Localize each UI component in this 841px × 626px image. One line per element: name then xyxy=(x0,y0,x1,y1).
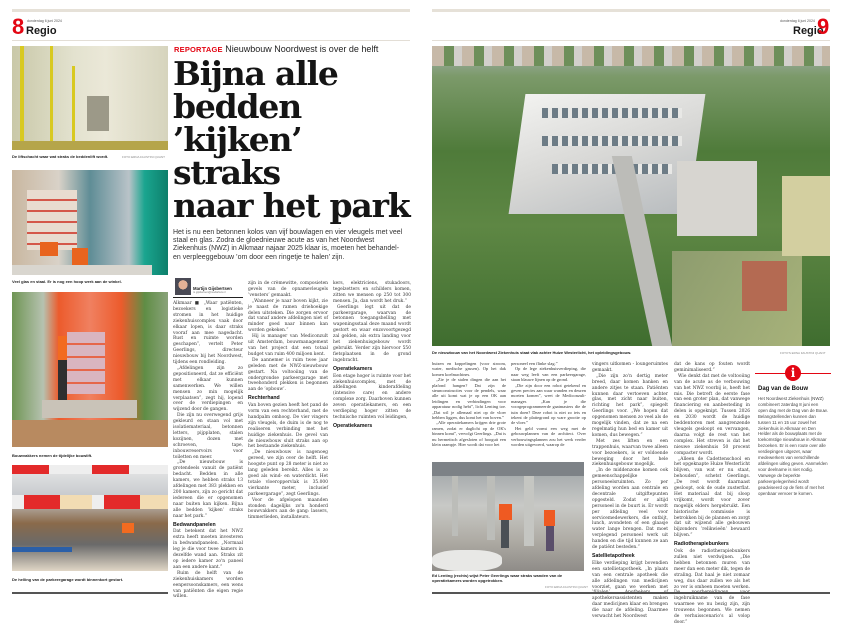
article-column-continued xyxy=(333,520,411,591)
headline-line: Bijna alle xyxy=(173,54,338,93)
headline-line: naar het park xyxy=(173,186,410,225)
photo-parking-garage-ramp xyxy=(12,465,168,571)
subhead: Bedwandpanelen xyxy=(173,521,216,528)
paragraph: Geerlings legt uit dat de parkeergarage, waarvan de betonnen toegangshelling met wapeningsstaal deze maand wordt gestort en waar enzovoortgezegd zal gelden, als extra landing voor het ziekenhuisgebouw wordt gebruikt. Verder zijn hiervoor 550 fietsplaatsen in de grond ingebracht. xyxy=(333,304,411,363)
photo-caption: Veel glas en staal. Er is nog een hoop werk aan de winkel. xyxy=(12,279,122,284)
paragraph: Hij is manager van Mediconzult uit Amsterdam, bouwmanagement van het project dat een totaal budget van ruim 400 miljoen kent. xyxy=(248,334,328,357)
paragraph: „Alleen de Cadettenschool en het opgeknapte Huize Westerlicht blijven, van wat er nu staat, behouden”, schetst Geerlings. „De rest wordt daarnaast gesloopt, ook de oude zusterflat. Het materiaal dat bij sloop vrijkomt, wordt voor zover mogelijk elders hergebruikt. Een historische commissie is betrokken bij de plannen en zorgt dat uit wijzend alle gebouwen bijzonders ’relikwieën’ bewaard blijven.” xyxy=(674,456,750,539)
article-column xyxy=(173,301,243,600)
article-column xyxy=(592,362,668,620)
photo-lift-shaft xyxy=(12,46,168,150)
paragraph: buizen en koppelingen (voor stroom, water, medische gassen). Op het dak komen koelmachines. xyxy=(432,361,506,377)
author-photo xyxy=(175,278,191,295)
inset-photo-caption: Ed Lenting (rechts) wijst Peter Geerlings waar straks wanden van de operatiekamers worden opgetrokken. xyxy=(432,573,563,583)
bottom-rule-right xyxy=(432,592,830,594)
paragraph: Die zijn nu overwegend grijs gekleurd en staan vol met isolatiemateriaal, betonnen letters, pijpplaten, stalen kozijnen, dozen met schroeven, tape, inbouwreservoirs voor toiletten en meer. xyxy=(173,413,243,460)
section-title-right: Regio xyxy=(793,25,824,37)
main-photo-caption: De nieuwbouw van het Noordwest Ziekenhuis staat vlak achter Huize Westerlicht, het opleidingsgebouw. xyxy=(432,350,632,355)
headline xyxy=(173,54,413,225)
main-photo-credit: FOTO'S ERNA FAUSTINI QUANT xyxy=(780,351,826,355)
paragraph: Alkmaar ■ „Waar patiënten, bezoekers en logistieke stromen in het huidige ziekenhuiscomplex vaak door elkaar lopen, is daar straks vooraf aan mee nagedacht. Rust en ruimte worden geschapen”, vertelt Peter Geerlings, directeur nieuwbouw bij het Noordwest, tijdens een rondleiding. xyxy=(173,301,243,366)
kicker-text: Nieuwbouw Noordwest is over de helft xyxy=(225,44,379,54)
page-number-right: 9 xyxy=(817,14,830,39)
subhead: Operatiekamers xyxy=(333,422,373,429)
article-column xyxy=(674,362,750,625)
paragraph: „Zie je de stalen dingen die aan het plafond hangen? Dat zijn de steunconstructies voor de pendels, waar alle uit komt wat je op een OK aan leidingen en verbindingen voor apparatuur nodig hebt”, licht Lenting toe. „Dat wil je allemaal niet op de vloer hebben liggen, dus komt het van boven.” xyxy=(432,377,506,421)
header-divider-right xyxy=(432,40,830,41)
photo-construction-lift xyxy=(12,292,168,447)
paragraph: „De nieuwbouw is grotendeels vanuit de patiënt bedacht. Bedden in alle kamers, we hebben straks 13 afdelingen met 383 plekken en 200 kamers, zijn zo gericht dat iedereen die er opgenomen naar buiten kan kijken. Bijna alle bedden ’kijken’ straks naar het park.” xyxy=(173,460,243,519)
paragraph: Voor de afgelopen maanden stonden dagelijks zo'n honderd bouwvakkers aan de gang: lassers, timmerlieden, installateurs. xyxy=(248,497,328,521)
subhead: Satellietapotheek xyxy=(592,553,635,559)
paragraph: „Die zijn zo'n dertig meter breed, daar komen banken en andere zitjes te staan. Patiënten kunnen daar vertoeven achter glas, met zicht naar buiten, richting het park”, spiegelt Geerlings voor. „We hopen dat opgenomen mensen zo veel als de mogelijk vinden, dat ze na een regelmatig hun bed en kamer uit komen, dus bewegen.” xyxy=(592,373,668,438)
sidebar-title: Dag van de Bouw xyxy=(758,386,809,392)
page-date-left: donderdag 6 juni 2024 xyxy=(27,19,62,23)
info-icon: i xyxy=(785,365,801,381)
author-email: m.gijsbertsen@mediahuis.nl xyxy=(193,291,226,294)
top-rule-right xyxy=(432,9,830,12)
headline-line: ’kijken’ straks xyxy=(173,120,302,192)
paragraph: Dat betekent dat het NWZ extra heeft moeten investeren in bedwandpanelen. „Normaal leg je die voor twee kamers in dezelfde wand aan. Straks zit op iedere kamer zo'n paneel aan een andere kant.” xyxy=(173,529,243,570)
article-column xyxy=(248,281,328,591)
subhead: Rechterhand xyxy=(248,395,280,402)
subhead: Operatiekamers xyxy=(333,365,373,372)
header-divider-left xyxy=(12,40,410,41)
paragraph: dat de kans op fouten wordt geminimaliseerd.” xyxy=(674,362,750,373)
paragraph: „Die zijn door een robot getekend en geven precies aan waar wanden en deuren moeten komen”, weet de Mediconzult-manager. „Kan je die voorgeprogrammeerde gaatmasters die de tuin doen? Deze robot is niet zo iets en tekent de plattegrond op ware grootte op de vloer.” xyxy=(511,382,586,426)
paragraph: Ook de radiotherapiebunkers zullen niet verdwijnen. „Die hebben betonnen muren van meer dan een meter dik, tegen de straling. Dat haal je niet zomaar weg, dus daar zullen we als het zo ver is omheen moeten werken. ingebruikname van de fase waarmee we nu bezig zijn, zijn trouwens begonnen. We nemen de verhuisscenario's al volop door.” xyxy=(674,549,750,625)
photo-caption: Bouwvakkers nemen de tijdelijke bouwlift. xyxy=(12,453,93,458)
paragraph: De aannemer is ruim twee jaar geleden met de NWZ-nieuwbouw gestart. Na voltooiing van de ondergrondse parkeergarage met tweehonderd plekken is begonnen aan de ’opbouw’. xyxy=(248,357,328,393)
paragraph: vingers uitkomen - loungeruimtes gemaakt. xyxy=(592,362,668,373)
paragraph: „In de middenzone komen ook gemeenschappelijke personeelsruimten. Zo per afdeling worden aan centrale en decentrale uitgiftepunten opgesteld. Zodat er altijd personeel in de buurt is. Er wordt per afdeling veel voor servicemedewerkers, die ontbijt, lunch, avondeten of een glaasje water lange brengen. Dat moet verplegend personeel werk uit handen en die tijd kunnen ze aan de patiënt besteden.” xyxy=(592,468,668,551)
paragraph: personeel een flinke slag.” xyxy=(511,361,558,366)
paragraph: Het geld vormt een weg met de gebouwplannen van de architect. Over verbouwingsplannen zou het werk verder worden uitgevoerd, waarop de xyxy=(511,425,586,448)
paragraph: „Wanneer je naar boven kijkt, zie je naast de ramen driehoekige delen uitsteken. Die zorgen ervoor dat vanaf andere afdelingen niet of minder goed naar binnen kan worden gekeken.” xyxy=(248,298,328,334)
paragraph: Elke verdieping krijgt bovendien een satellietapotheek. „In plaats van een centrale apotheek die alle afdelingen van medicijnen voorziet, gaan we werken met apothekersassistenten maken daar medicijnen klaar en brengen die naar de afdeling. Daarmee verwacht het Noordwest xyxy=(592,560,668,620)
photo-credit: FOTO ERNA FAUSTINI QUANT xyxy=(122,155,165,159)
page-date-right: donderdag 6 juni 2024 xyxy=(780,19,815,23)
paragraph: „Afdelingen zijn zo gepositioneerd, dat ze efficiënt met elkaar kunnen samenwerken. We willen mensen zo min mogelijk verplaatsen”, zegt hij, lopend over de verdiepingen en wijzend door de gangen. xyxy=(173,365,243,413)
paragraph: Ruim de helft van de ziekenhuiskamers worden eenpersoonskamers, een wens van patiënten die eigen regie willen. xyxy=(173,570,243,600)
paragraph: „Alle operatiekamers krijgen drie grote ramen, zodat er daglicht op de OK's binnen komt”, vervolgt Geerlings. „Dat is nu hermetisch afgesloten of hooguit een klein raampje. Hier wordt dat voor het xyxy=(432,420,506,448)
article-column xyxy=(432,361,506,460)
page-number-left: 8 xyxy=(12,14,25,39)
inset-photo-credit: FOTO ERNA FAUSTINI QUANT xyxy=(545,585,588,589)
paragraph: „De nieuwbouw is nagenoeg gereed, we zijn over de helft. Het hoogste punt op 28 meter is niet zo lang geleden bereikt. Alles is zo goed als wind- en waterdicht. Het totale vloeroppervlak is 35.000 vierkante meter, inclusief parkeergarage”, zegt Geerlings. xyxy=(248,450,328,497)
author-divider xyxy=(173,297,243,298)
top-rule-left xyxy=(12,9,410,12)
intro-paragraph: Het is nu een betonnen kolos van vijf bouwlagen en vier vleugels met veel staal en glas. Zodra de gloednieuwe acute as van het Noordwest Ziekenhuis (NWZ) in Alkmaar najaar 2025 klaar is, moeten het behandel- en verpleeggebouw ’om door een ringetje te halen’ zijn. xyxy=(173,229,403,261)
paragraph: Met zes liften en een trappenhuis, waarvan twee alleen voor bezoekers, is er voldoende beweging door het hele ziekenhuisgebouw mogelijk. xyxy=(592,438,668,468)
bottom-rule-left xyxy=(12,592,168,594)
paragraph: kers, elektriciens, stukadoors, tegelzetters en schilders komen, zitten we mensen op 250 tot 300 mensen. Ja, dan wordt het druk.” xyxy=(333,281,411,304)
paragraph: zijn in de crèmewitte, composieten gevels van de opnamevleugels ’vensters’ gemaakt. xyxy=(248,281,328,298)
photo-caption: De helling van de parkeergarage wordt binnenkort gestort. xyxy=(12,577,124,582)
paragraph: Wie denkt dat met de voltooiing van de acute as de verbouwing van het NWZ voorbij is, heeft het mis. Die betreft de eerste fase van een groter plan, dat vanwege financiering en aanbesteding in delen is opgeknipt. Tussen 2026 en 2030 wordt de huidige beddentoren met aangrenzende vleugels gesloopt en vervangen, daarna volgt de rest van het complex. Het streven is dat het nieuwe ziekenhuis 50 procent compacter wordt. xyxy=(674,373,750,456)
headline-line: bedden xyxy=(173,87,302,126)
photo-glass-steel-facade xyxy=(12,170,168,275)
sidebar-text: Het Noordwest Ziekenhuis (NWZ) combineert zaterdag 8 juni een open dag met de Dag van de Bouw. Belangstellenden kunnen dan tussen 11 en 15 uur zowel het ziekenhuis in Alkmaar en Den Helder als de bouwplaats met de toekomstige nieuwbouw in Alkmaar bezoeken. Er is een route over alle verdiepingen uitgezet, waar medewerkers van verschillende afdelingen uitleg geven. Aanmelden voor deelname is niet nodig. Vanwege de beperkte parkeergelegenheid wordt geadviseerd op de fiets of met het openbaar vervoer te komen. xyxy=(758,396,828,496)
section-title-left: Regio xyxy=(26,25,57,37)
author-name: Martijn Gijsbertsen xyxy=(193,286,232,291)
article-column xyxy=(511,361,586,460)
photo-caption: De liftschacht waar wat straks de beddenlift wordt. xyxy=(12,154,109,159)
kicker-label: REPORTAGE xyxy=(174,45,223,54)
paragraph: Op de lege ziekenhuisverdieping, die naar weg leeft van een parkeergarage, staan blauwe lijnen op de grond. xyxy=(511,366,586,383)
photo-aerial-hospital xyxy=(432,46,830,346)
subhead: Radiotherapiebunkers xyxy=(674,541,729,548)
paragraph: Van boven gezien heeft het pand de vorm van een rechterhand, met de handpalm omhoog. De vier vingers zijn vleugels, de duim is de nog te realiseren verbinding met het huidige ziekenhuis. De gevel van de nieuwbouw sluit straks aan op het bestaande ziekenhuis. xyxy=(248,403,328,450)
photo-site-visit xyxy=(432,462,584,571)
kicker xyxy=(174,44,378,54)
paragraph: Een etage hoger is ruimte voor het ziekenhuiscomplex, met de afdelingen kinderafdeling (intensive care) en andere complexe zorg. Daarboven kunnen zeven operatiekamers, en een verdieping hoger zitten de technische ruimten vol leidingen, xyxy=(333,373,411,420)
